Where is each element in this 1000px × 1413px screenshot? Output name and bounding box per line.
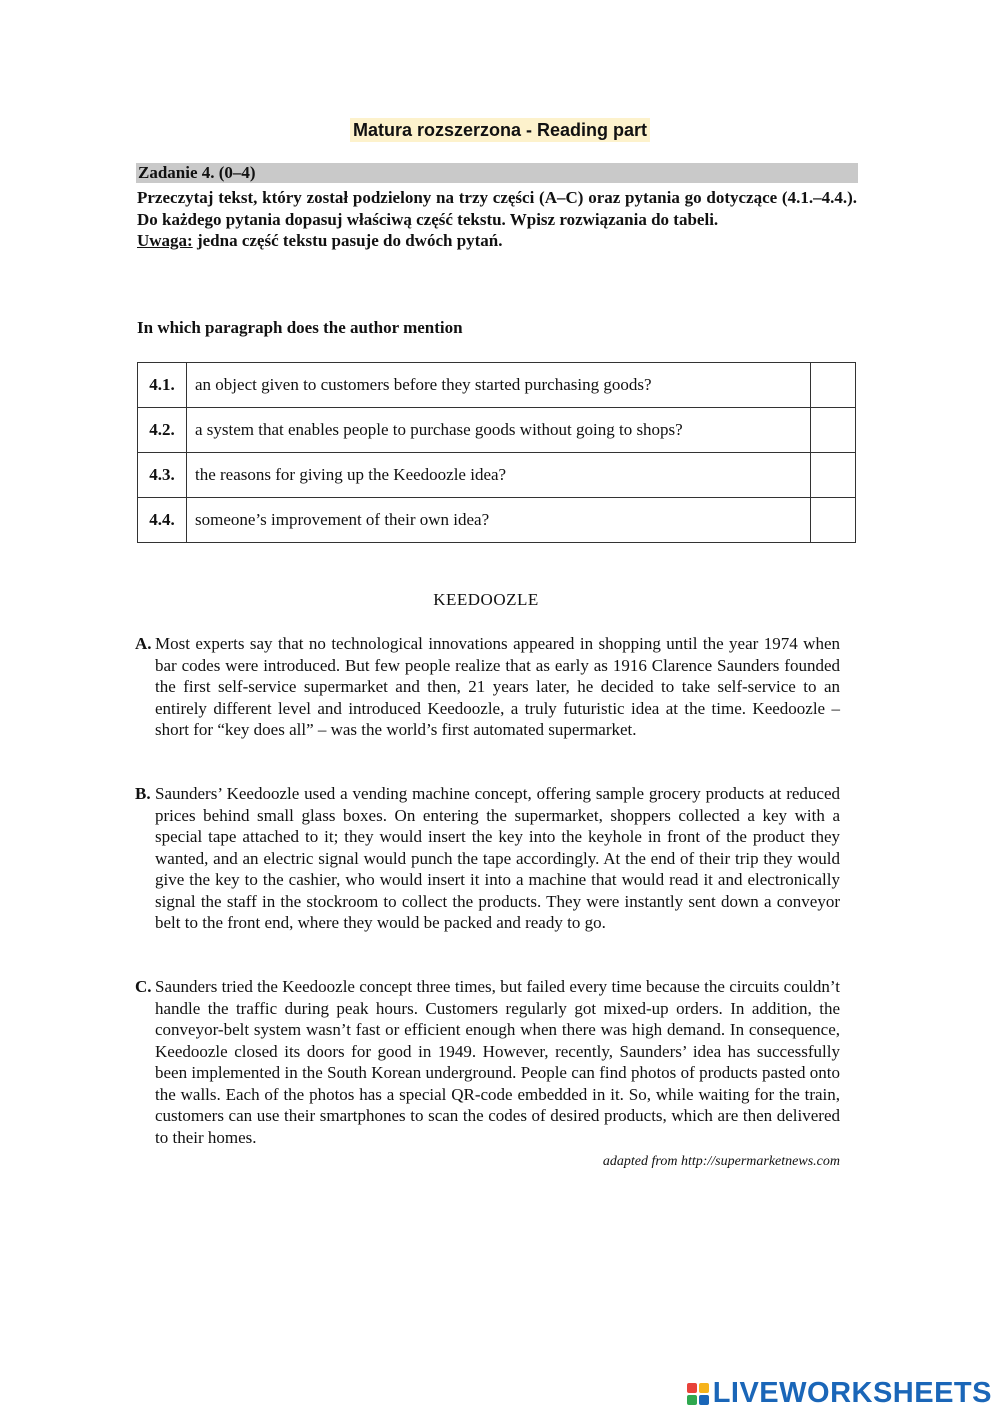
answer-cell-4-1[interactable]: [811, 363, 856, 408]
article-title: KEEDOOZLE: [433, 590, 539, 609]
task-instructions: [137, 187, 857, 252]
question-number: 4.2.: [138, 408, 187, 453]
question-text: a system that enables people to purchase goods without going to shops?: [187, 408, 811, 453]
document-title: Matura rozszerzona - Reading part: [350, 118, 650, 142]
question-text: an object given to customers before they started purchasing goods?: [187, 363, 811, 408]
paragraph-c: [135, 976, 840, 1148]
paragraph-text: Saunders’ Keedoozle used a vending machine concept, offering sample grocery products at reduced prices behind small glass boxes. On entering the supermarket, shoppers collected a key with a special tape attached to it; they would insert the key into the keyhole in front of the product they wanted, and an electric signal would punch the tape accordingly. At the end of their trip they would give the key to the cashier, who would insert it into a machine that would read it and electronically signal the staff in the stockroom to collect the products. They were instantly sent down a conveyor belt to the front end, where they would be packed and ready to go.: [155, 784, 840, 932]
liveworksheets-logo-icon: [687, 1383, 709, 1405]
table-row: [138, 363, 856, 408]
logo-square: [687, 1395, 697, 1405]
logo-square: [687, 1383, 697, 1393]
paragraph-text: Saunders tried the Keedoozle concept three times, but failed every time because the circuits couldn’t handle the traffic during peak hours. Customers regularly got mixed-up orders. In addition, the conveyor-belt system wasn’t fast or efficient enough when there was high demand. In consequence, Keedoozle closed its doors for good in 1949. However, recently, Saunders’ idea has successfully been implemented in the South Korean underground. People can find photos of products pasted onto the walls. Each of the photos has a special QR-code embedded in it. So, while waiting for the train, customers can use their smartphones to scan the codes of desired products, which are then delivered to their homes.: [155, 977, 840, 1147]
answer-cell-4-2[interactable]: [811, 408, 856, 453]
brand-name: LIVEWORKSHEETS: [712, 1377, 992, 1409]
task-label: Zadanie 4. (0–4): [136, 163, 858, 183]
question-prompt: In which paragraph does the author mention: [137, 318, 463, 337]
question-number: 4.4.: [138, 498, 187, 543]
paragraph-a: [135, 633, 840, 741]
table-row: [138, 498, 856, 543]
instructions-text: Przeczytaj tekst, który został podzielony na trzy części (A–C) oraz pytania go dotyczące (4.1.–4.4.). Do każdego pytania dopasuj właściwą część tekstu. Wpisz rozwiązania do tabeli.: [137, 188, 857, 229]
note-text: jedna część tekstu pasuje do dwóch pytań.: [192, 231, 503, 250]
paragraph-b: [135, 783, 840, 934]
logo-square: [699, 1395, 709, 1405]
question-number: 4.1.: [138, 363, 187, 408]
paragraph-letter: A.: [135, 634, 152, 653]
table-row: [138, 408, 856, 453]
answer-cell-4-3[interactable]: [811, 453, 856, 498]
note-label: Uwaga:: [137, 231, 193, 250]
paragraph-letter: B.: [135, 784, 151, 803]
answer-cell-4-4[interactable]: [811, 498, 856, 543]
paragraph-letter: C.: [135, 977, 152, 996]
questions-table: [137, 362, 856, 543]
document-title-container: [0, 120, 1000, 141]
source-citation: adapted from http://supermarketnews.com: [602, 1154, 840, 1169]
question-number: 4.3.: [138, 453, 187, 498]
logo-square: [699, 1383, 709, 1393]
paragraph-text: Most experts say that no technological innovations appeared in shopping until the year 1974 when bar codes were introduced. But few people realize that as early as 1916 Clarence Saunders founded the first self-service supermarket and then, 21 years later, he decided to take self-service to an entirely different level and introduced Keedoozle, a truly futuristic idea at the time. Keedoozle – short for “key does all” – was the world’s first automated supermarket.: [155, 634, 840, 739]
liveworksheets-watermark: [687, 1377, 992, 1410]
question-text: someone’s improvement of their own idea?: [187, 498, 811, 543]
table-row: [138, 453, 856, 498]
question-text: the reasons for giving up the Keedoozle idea?: [187, 453, 811, 498]
